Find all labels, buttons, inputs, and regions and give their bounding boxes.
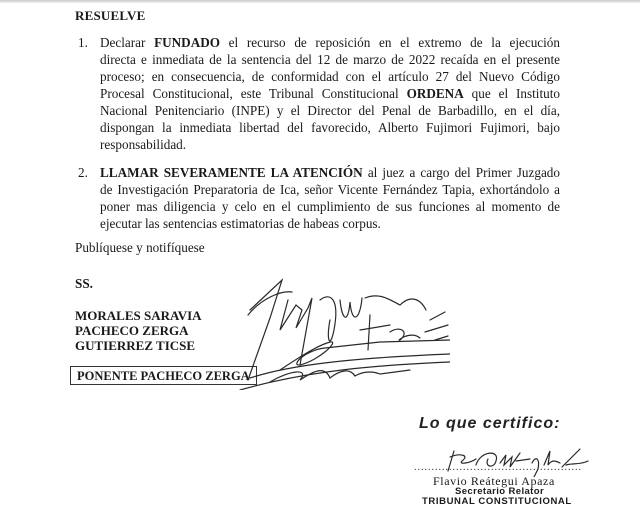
text-run: directa e inmediata de la sentencia del 12 de marzo de 2022 recaída en el presente: [100, 52, 560, 67]
text-run: proceso; en consecuencia, de conformidad con el artículo 27 del Nuevo Código: [100, 69, 560, 84]
signature-line: ................................................: [414, 462, 582, 473]
ponente-box: PONENTE PACHECO ZERGA: [70, 366, 257, 385]
bold-phrase: ORDENA: [406, 86, 464, 101]
resolution-item-2: [78, 164, 560, 232]
text-run: ejecutar las sentencias estimatorias de habeas corpus.: [100, 216, 381, 231]
item-number: 1.: [78, 35, 88, 50]
magistrate-name: GUTIERREZ TICSE: [75, 338, 196, 353]
magistrate-signatures-image: [230, 270, 450, 390]
item-text: [100, 34, 560, 153]
text-line: [100, 164, 560, 181]
bold-phrase: LLAMAR SEVERAMENTE LA ATENCIÓN: [100, 165, 363, 180]
viewer-top-edge: [0, 0, 640, 3]
magistrate-name: MORALES SARAVIA: [75, 308, 202, 323]
closing-text: Publíquese y notifíquese: [75, 240, 205, 255]
section-heading: RESUELVE: [75, 8, 146, 23]
text-run: responsabilidad.: [100, 137, 187, 152]
text-line: [100, 198, 560, 215]
text-run: de Investigación Preparatoria de Ica, señor Vicente Fernández Tapia, exhortándolo a: [100, 182, 560, 197]
text-run: el recurso de reposición en el extremo de la ejecución: [220, 35, 560, 50]
text-run: que el Instituto: [463, 86, 560, 101]
text-line: [100, 85, 560, 102]
text-run: Procesal Constitucional, este Tribunal Constitucional: [100, 86, 407, 101]
text-run: Nacional Penitenciario (INPE) y el Director del Penal de Barbadillo, en el día,: [100, 103, 560, 118]
text-line: [100, 215, 560, 232]
magistrate-name: PACHECO ZERGA: [75, 323, 189, 338]
text-run: poner mas diligencia y celo en el cumplimiento de sus funciones al momento de: [100, 199, 560, 214]
text-line: [100, 34, 560, 51]
bold-phrase: FUNDADO: [154, 35, 220, 50]
secretary-title: Secretario Relator: [455, 486, 545, 497]
text-line: [100, 119, 560, 136]
text-line: [100, 136, 560, 153]
text-line: [100, 102, 560, 119]
resolution-item-1: [78, 34, 560, 153]
text-line: [100, 51, 560, 68]
text-line: [100, 68, 560, 85]
secretary-name: Flavio Reátegui Apaza: [433, 474, 555, 488]
text-line: [100, 181, 560, 198]
text-run: al juez a cargo del Primer Juzgado: [362, 165, 560, 180]
item-text: [100, 164, 560, 232]
item-number: 2.: [78, 165, 88, 180]
ss-label: SS.: [75, 276, 93, 291]
magistrates-list: [75, 308, 202, 353]
certification-phrase: Lo que certifico:: [419, 415, 561, 432]
institution-name: TRIBUNAL CONSTITUCIONAL: [422, 496, 572, 507]
text-run: Declarar: [100, 35, 155, 50]
text-run: dispongan la inmediata libertad del favorecido, Alberto Fujimori Fujimori, bajo: [100, 120, 560, 135]
